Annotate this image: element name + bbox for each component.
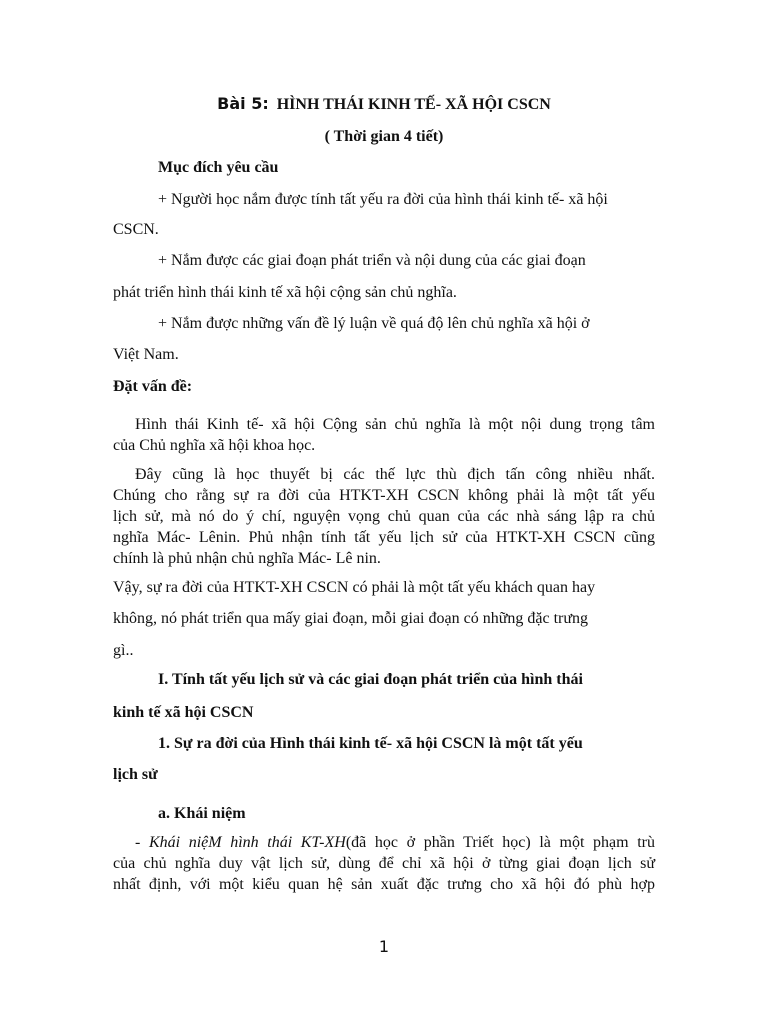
page-number: 1: [378, 937, 390, 956]
definition-dash: -: [135, 834, 149, 851]
problem-p2-line-2: Chúng cho rằng sự ra đời của HTKT-XH CSCN không phải là một tất yếu: [113, 487, 655, 504]
subsection-1-heading-line-2: lịch sử: [113, 766, 158, 783]
problem-p3-line-2: không, nó phát triển qua mấy giai đoạn, mỗi giai đoạn có những đặc trưng: [113, 610, 589, 627]
objective-1-line-1: + Người học nắm được tính tất yếu ra đời của hình thái kinh tế- xã hội: [158, 191, 608, 208]
problem-p1-line-2: của Chủ nghĩa xã hội khoa học.: [113, 437, 316, 454]
definition-line-2: của chủ nghĩa duy vật lịch sử, dùng để chỉ xã hội ở từng giai đoạn lịch sử: [113, 855, 655, 872]
objectives-heading: Mục đích yêu cầu: [158, 159, 279, 176]
problem-p3-line-1: Vậy, sự ra đời của HTKT-XH CSCN có phải là một tất yếu khách quan hay: [113, 579, 596, 596]
section-1-heading-line-2: kinh tế xã hội CSCN: [113, 704, 254, 721]
page-title: [0, 94, 768, 115]
subsection-a-heading: a. Khái niệm: [158, 805, 246, 822]
section-1-heading-line-1: I. Tính tất yếu lịch sử và các giai đoạn phát triển của hình thái: [158, 671, 583, 688]
objective-3-line-1: + Nắm được những vấn đề lý luận về quá độ lên chủ nghĩa xã hội ở: [158, 315, 590, 332]
problem-p1-line-1: Hình thái Kinh tế- xã hội Cộng sản chủ nghĩa là một nội dung trọng tâm: [135, 416, 655, 433]
objective-2-line-2: phát triển hình thái kinh tế xã hội cộng sản chủ nghĩa.: [113, 284, 457, 301]
definition-line-3: nhất định, với một kiểu quan hệ sản xuất đặc trưng cho xã hội đó phù hợp: [113, 876, 655, 893]
subsection-1-heading-line-1: 1. Sự ra đời của Hình thái kinh tế- xã hội CSCN là một tất yếu: [158, 735, 583, 752]
lesson-number: Bài 5:: [217, 94, 269, 113]
definition-line-1: [113, 833, 655, 853]
objective-1-line-2: CSCN.: [113, 221, 159, 238]
problem-p2-line-1: Đây cũng là học thuyết bị các thế lực thù địch tấn công nhiều nhất.: [135, 466, 655, 483]
objective-3-line-2: Việt Nam.: [113, 346, 179, 363]
definition-line-1-text: (đã học ở phần Triết học) là một phạm trù: [345, 834, 656, 851]
problem-p2-line-5: chính là phủ nhận chủ nghĩa Mác- Lê nin.: [113, 550, 381, 567]
problem-heading: Đặt vấn đề:: [113, 378, 193, 395]
lesson-duration: ( Thời gian 4 tiết): [324, 128, 444, 145]
objective-2-line-1: + Nắm được các giai đoạn phát triển và nội dung của các giai đoạn: [158, 252, 586, 269]
lesson-title: HÌNH THÁI KINH TẾ- XÃ HỘI CSCN: [276, 96, 551, 113]
problem-p2-line-4: nghĩa Mác- Lênin. Phủ nhận tính tất yếu lịch sử của HTKT-XH CSCN cũng: [113, 529, 655, 546]
problem-p3-line-3: gì..: [113, 642, 134, 659]
problem-p2-line-3: lịch sử, mà nó do ý chí, nguyện vọng chủ quan của các nhà sáng lập ra chủ: [113, 508, 655, 525]
definition-term: Khái niệM hình thái KT-XH: [148, 834, 346, 851]
